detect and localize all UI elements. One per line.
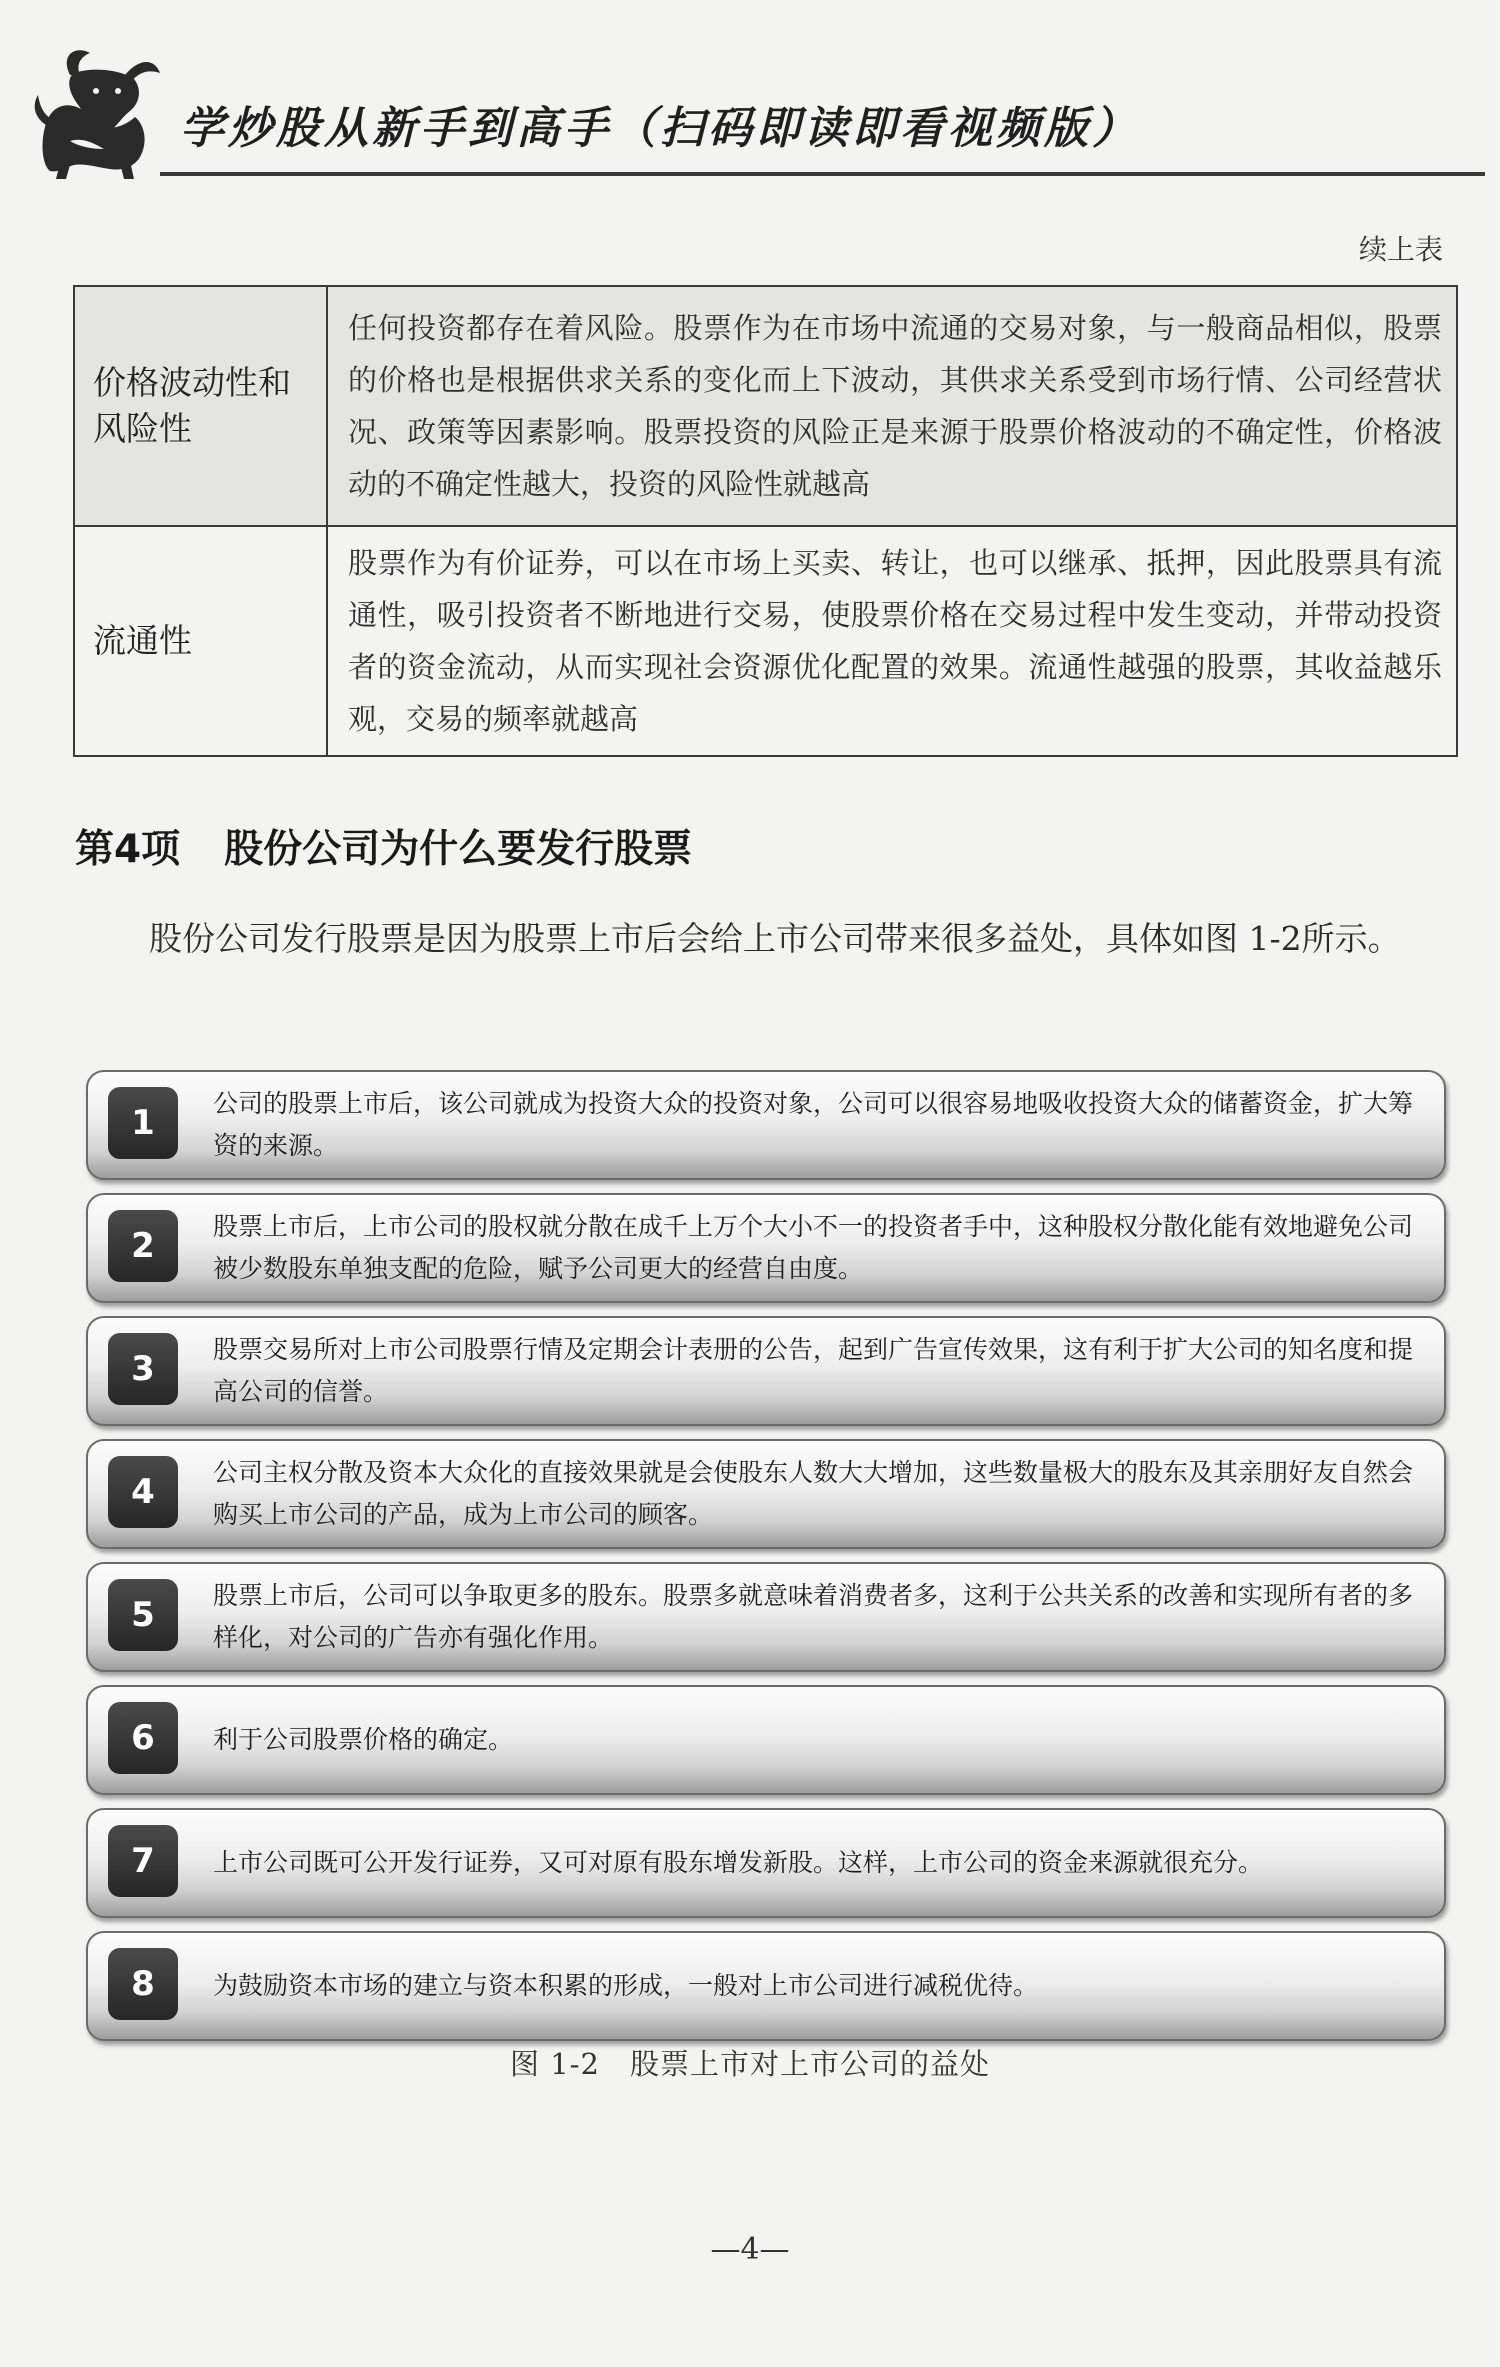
book-title: 学炒股从新手到高手（扫码即读即看视频版）: [180, 103, 1140, 154]
figure-caption: [0, 2042, 1500, 2083]
row-content: 任何投资都存在着风险。股票作为在市场中流通的交易对象，与一般商品相似，股票的价格也是根据供求关系的变化而上下波动，其供求关系受到市场行情、公司经营状况、政策等因素影响。股票投资的风险正是来源于股票价格波动的不确定性，价格波动的不确定性越大，投资的风险性就越高: [327, 286, 1457, 526]
row-content: 股票作为有价证券，可以在市场上买卖、转让，也可以继承、抵押，因此股票具有流通性，吸引投资者不断地进行交易，使股票价格在交易过程中发生变动，并带动投资者的资金流动，从而实现社会资源优化配置的效果。流通性越强的股票，其收益越乐观，交易的频率就越高: [327, 526, 1457, 756]
benefit-text: 公司的股票上市后，该公司就成为投资大众的投资对象，公司可以很容易地吸收投资大众的储蓄资金，扩大筹资的来源。: [213, 1089, 1414, 1160]
figure-label: 图 1-2: [510, 2047, 600, 2081]
benefit-card: [86, 1685, 1446, 1795]
characteristics-table: [73, 285, 1458, 757]
benefit-number-badge: 7: [108, 1825, 178, 1897]
benefit-card: [86, 1808, 1446, 1918]
benefit-text: 上市公司既可公开发行证券，又可对原有股东增发新股。这样，上市公司的资金来源就很充分。: [213, 1848, 1264, 1877]
benefit-text: 公司主权分散及资本大众化的直接效果就是会使股东人数大大增加，这些数量极大的股东及其亲朋好友自然会购买上市公司的产品，成为上市公司的顾客。: [213, 1458, 1414, 1529]
page-header: [30, 40, 1460, 180]
benefit-number-badge: 2: [108, 1210, 178, 1282]
benefit-text: 为鼓励资本市场的建立与资本积累的形成，一般对上市公司进行减税优待。: [213, 1971, 1039, 2000]
page-number: —4—: [710, 2232, 790, 2267]
row-label: 价格波动性和风险性: [74, 286, 327, 526]
table-row: [74, 526, 1457, 756]
section-title: 股份公司为什么要发行股票: [224, 827, 693, 872]
benefits-figure: [86, 1070, 1446, 2054]
benefit-text: 股票上市后，公司可以争取更多的股东。股票多就意味着消费者多，这利于公共关系的改善和实现所有者的多样化，对公司的广告亦有强化作用。: [213, 1581, 1414, 1652]
benefit-number-badge: 5: [108, 1579, 178, 1651]
section-heading: [75, 818, 692, 874]
benefit-text: 股票上市后，上市公司的股权就分散在成千上万个大小不一的投资者手中，这种股权分散化能有效地避免公司被少数股东单独支配的危险，赋予公司更大的经营自由度。: [213, 1212, 1414, 1283]
benefit-card: [86, 1070, 1446, 1180]
benefit-number-badge: 3: [108, 1333, 178, 1405]
table-continued-note: 续上表: [1358, 233, 1443, 266]
benefit-number-badge: 4: [108, 1456, 178, 1528]
figure-caption-text: 股票上市对上市公司的益处: [629, 2047, 990, 2081]
bull-icon: [30, 45, 190, 180]
benefit-text: 股票交易所对上市公司股票行情及定期会计表册的公告，起到广告宣传效果，这有利于扩大公司的知名度和提高公司的信誉。: [213, 1335, 1414, 1406]
row-label: 流通性: [74, 526, 327, 756]
benefit-card: [86, 1193, 1446, 1303]
table-row: [74, 286, 1457, 526]
benefit-card: [86, 1931, 1446, 2041]
benefit-number-badge: 6: [108, 1702, 178, 1774]
benefit-text: 利于公司股票价格的确定。: [213, 1725, 514, 1754]
header-divider: [160, 172, 1485, 176]
intro-paragraph: 股份公司发行股票是因为股票上市后会给上市公司带来很多益处，具体如图 1-2所示。: [149, 919, 1401, 958]
benefit-card: [86, 1316, 1446, 1426]
benefit-card: [86, 1439, 1446, 1549]
benefit-card: [86, 1562, 1446, 1672]
benefit-number-badge: 8: [108, 1948, 178, 2020]
benefit-number-badge: 1: [108, 1087, 178, 1159]
section-number: 第4项: [75, 827, 181, 872]
